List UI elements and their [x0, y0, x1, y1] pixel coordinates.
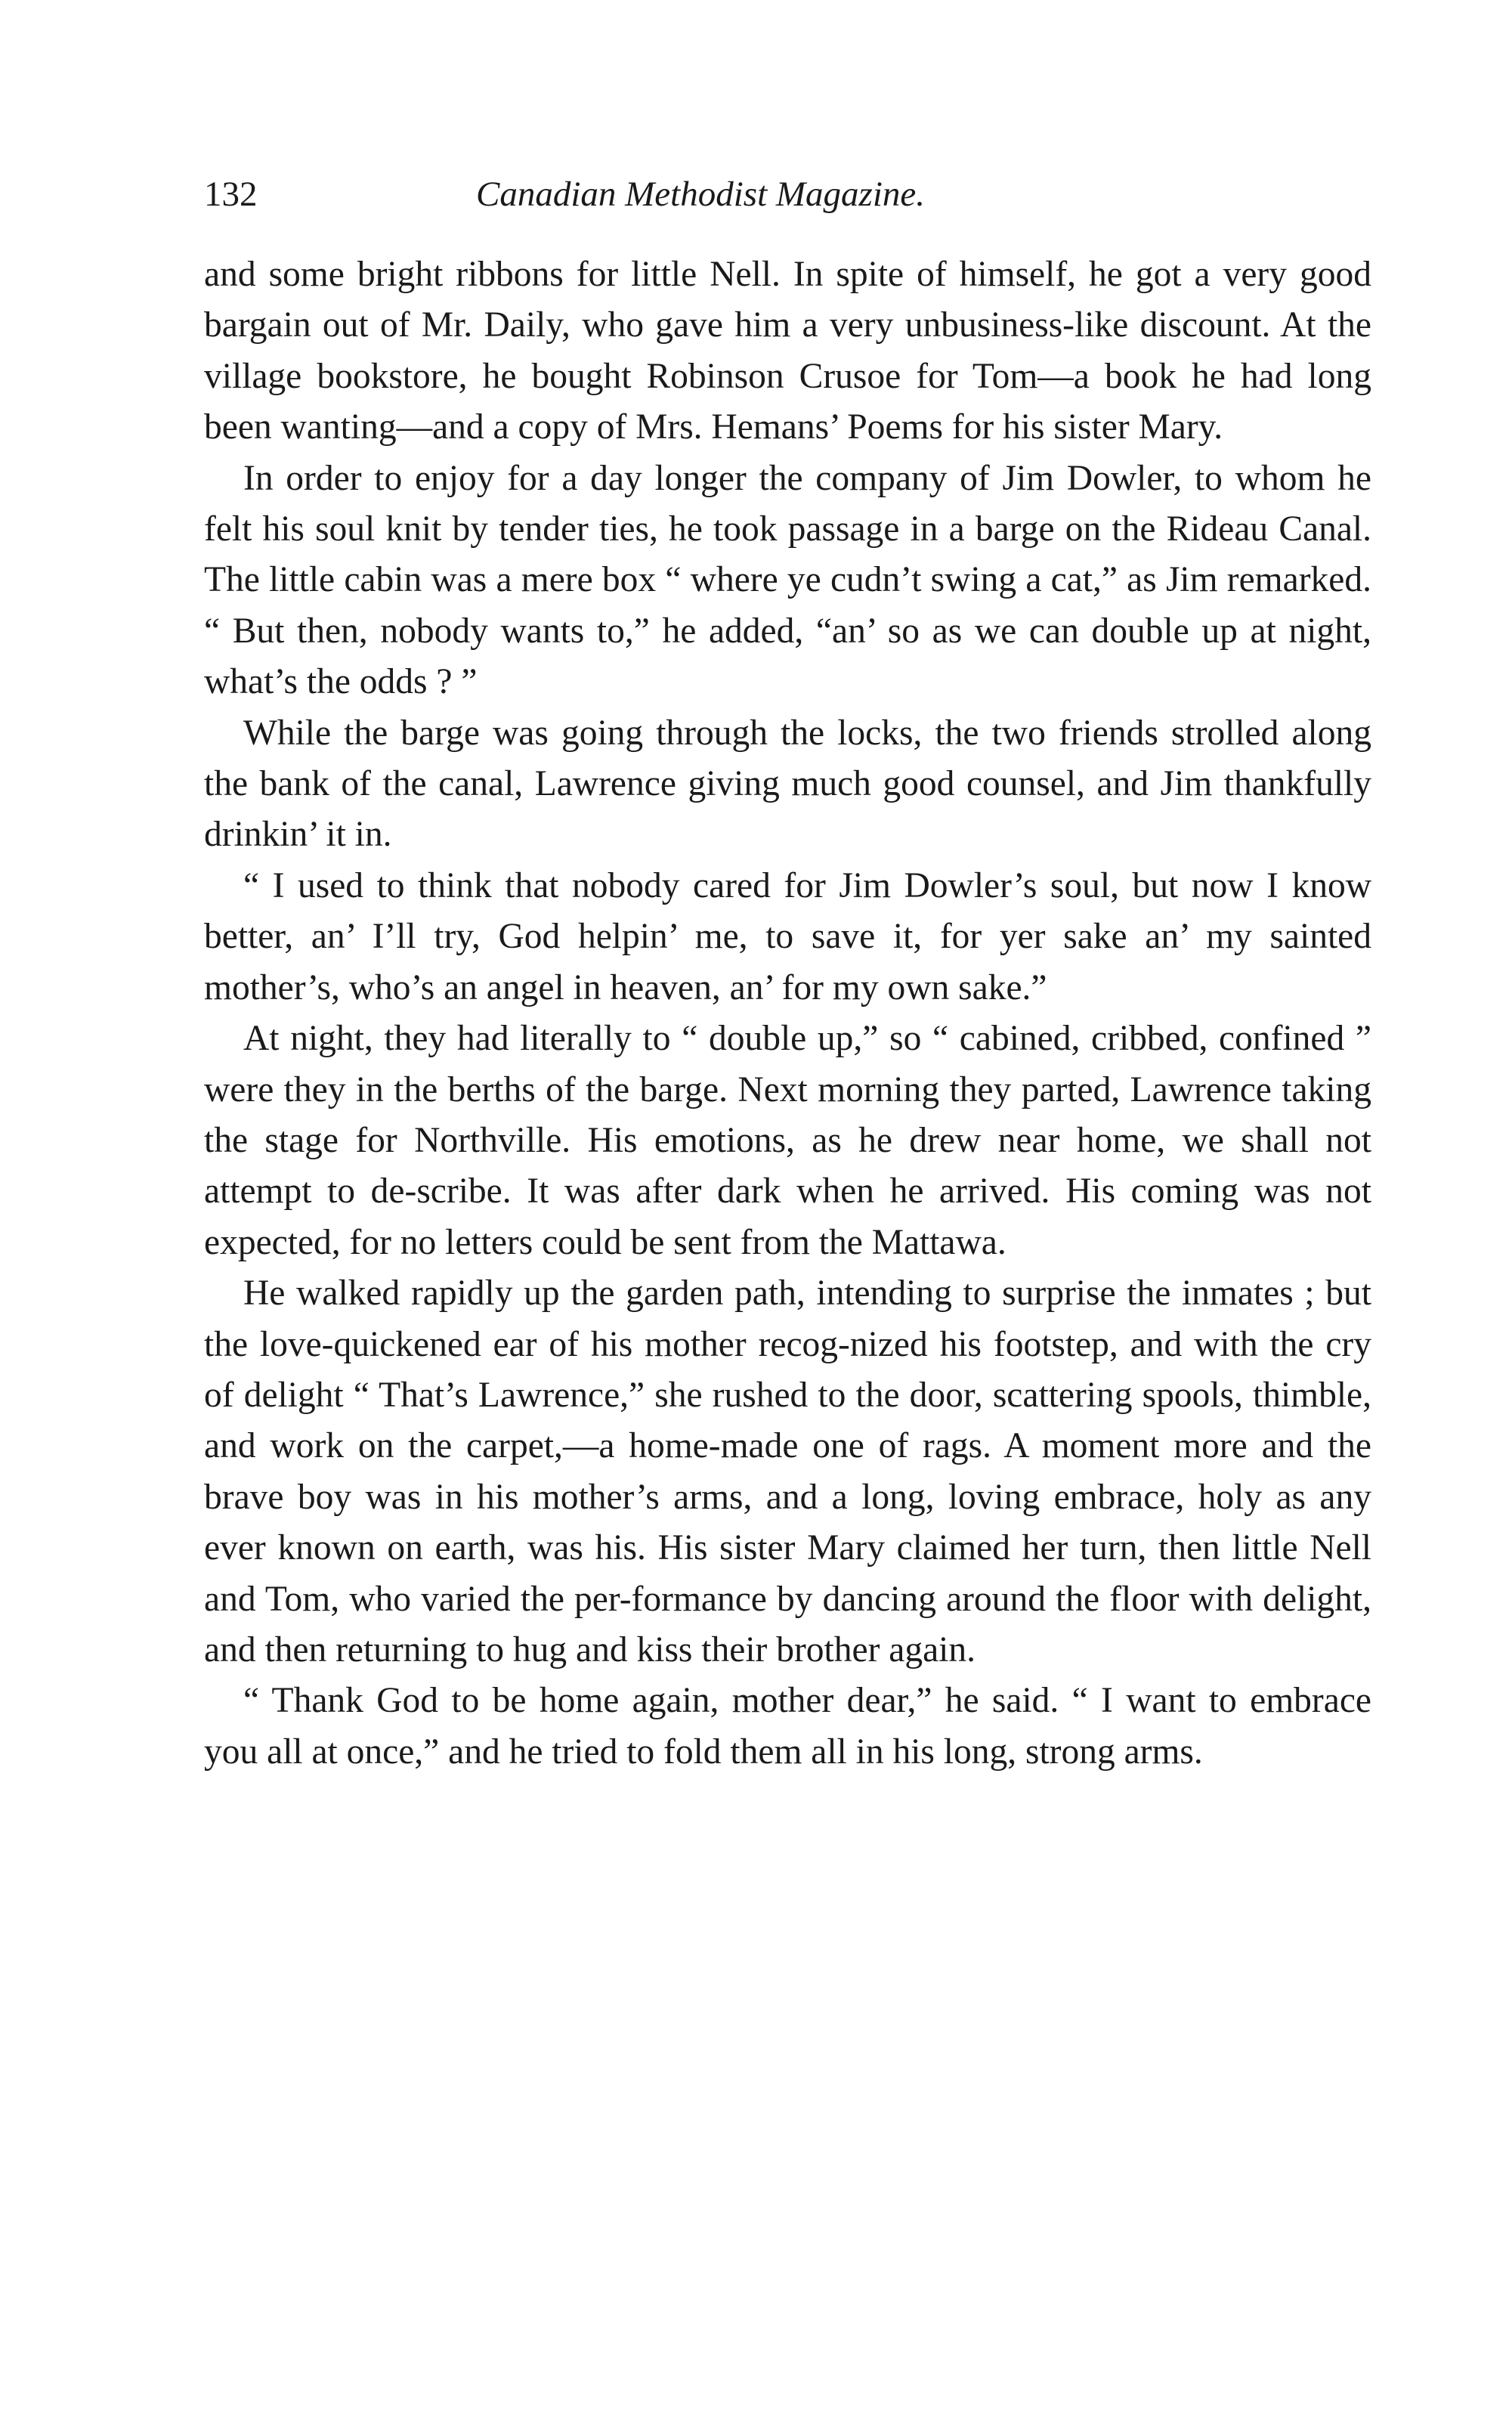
- paragraph: and some bright ribbons for little Nell. In spite of himself, he got a very good bargain out of Mr. Daily, who gave him a very unbusiness-like discount. At the village bookstore, he bought Robinson Crusoe for Tom—a book he had long been wanting—and a copy of Mrs. Hemans’ Poems for his sister Mary.: [204, 255, 1371, 447]
- body-text: [204, 249, 1371, 1778]
- paragraph: In order to enjoy for a day longer the company of Jim Dowler, to whom he felt his soul knit by tender ties, he took passage in a barge on the Rideau Canal. The little cabin was a mere box “ where ye cudn’t swing a cat,” as Jim remarked. “ But then, nobody wants to,” he added, “an’ so as we can double up at night, what’s the odds ? ”: [204, 458, 1371, 702]
- paragraph: At night, they had literally to “ double up,” so “ cabined, cribbed, confined ” were they in the berths of the barge. Next morning they parted, Lawrence taking the stage for Northville. His emotions, as he drew near home, we shall not attempt to de-scribe. It was after dark when he arrived. His coming was not expected, for no letters could be sent from the Mattawa.: [204, 1019, 1371, 1262]
- page: [204, 159, 1371, 1778]
- page-header: [204, 159, 1371, 227]
- paragraph: “ Thank God to be home again, mother dear,” he said. “ I want to embrace you all at once,” and he tried to fold them all in his long, strong arms.: [204, 1681, 1371, 1772]
- paragraph: While the barge was going through the locks, the two friends strolled along the bank of the canal, Lawrence giving much good counsel, and Jim thankfully drinkin’ it in.: [204, 713, 1371, 855]
- paragraph: He walked rapidly up the garden path, intending to surprise the inmates ; but the love-quickened ear of his mother recog-nized his footstep, and with the cry of delight “ That’s Lawrence,” she rushed to the door, scattering spools, thimble, and work on the carpet,—a home-made one of rags. A moment more and the brave boy was in his mother’s arms, and a long, loving embrace, holy as any ever known on earth, was his. His sister Mary claimed her turn, then little Nell and Tom, who varied the per-formance by dancing around the floor with delight, and then returning to hug and kiss their brother again.: [204, 1273, 1371, 1670]
- page-number: 132: [204, 175, 258, 214]
- running-title: Canadian Methodist Magazine.: [476, 175, 925, 214]
- paragraph: “ I used to think that nobody cared for Jim Dowler’s soul, but now I know better, an’ I’ll try, God helpin’ me, to save it, for yer sake an’ my sainted mother’s, who’s an angel in heaven, an’ for my own sake.”: [204, 865, 1371, 1007]
